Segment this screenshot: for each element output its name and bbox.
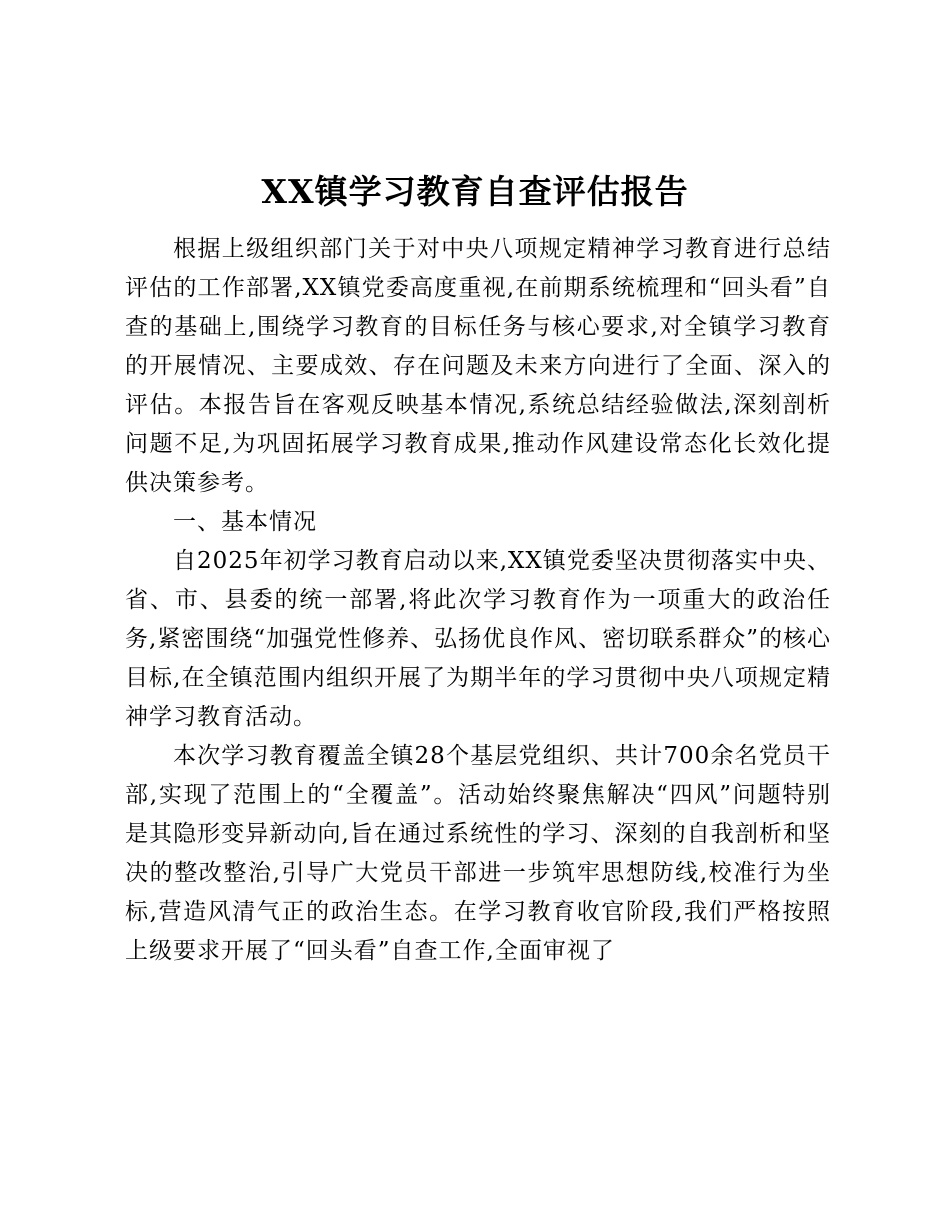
basic-situation-paragraph-1: 自2025年初学习教育启动以来,XX镇党委坚决贯彻落实中央、省、市、县委的统一部署,将此次学习教育作为一项重大的政治任务,紧密围绕“加强党性修养、弘扬优良作风、密切联系群众”的核心目标,在全镇范围内组织开展了为期半年的学习贯彻中央八项规定精神学习教育活动。	[125, 548, 831, 730]
intro-paragraph: 根据上级组织部门关于对中央八项规定精神学习教育进行总结评估的工作部署,XX镇党委高度重视,在前期系统梳理和“回头看”自查的基础上,围绕学习教育的目标任务与核心要求,对全镇学习教育的开展情况、主要成效、存在问题及未来方向进行了全面、深入的评估。本报告旨在客观反映基本情况,系统总结经验做法,深刻剖析问题不足,为巩固拓展学习教育成果,推动作风建设常态化长效化提供决策参考。	[125, 236, 831, 496]
document-body	[125, 230, 831, 971]
document-title: XX镇学习教育自查评估报告	[261, 172, 689, 211]
basic-situation-paragraph-2: 本次学习教育覆盖全镇28个基层党组织、共计700余名党员干部,实现了范围上的“全覆盖”。活动始终聚焦解决“四风”问题特别是其隐形变异新动向,旨在通过系统性的学习、深刻的自我剖析和坚决的整改整治,引导广大党员干部进一步筑牢思想防线,校准行为坐标,营造风清气正的政治生态。在学习教育收官阶段,我们严格按照上级要求开展了“回头看”自查工作,全面审视了	[125, 743, 831, 964]
section-heading-basic-situation: 一、基本情况	[173, 509, 317, 535]
